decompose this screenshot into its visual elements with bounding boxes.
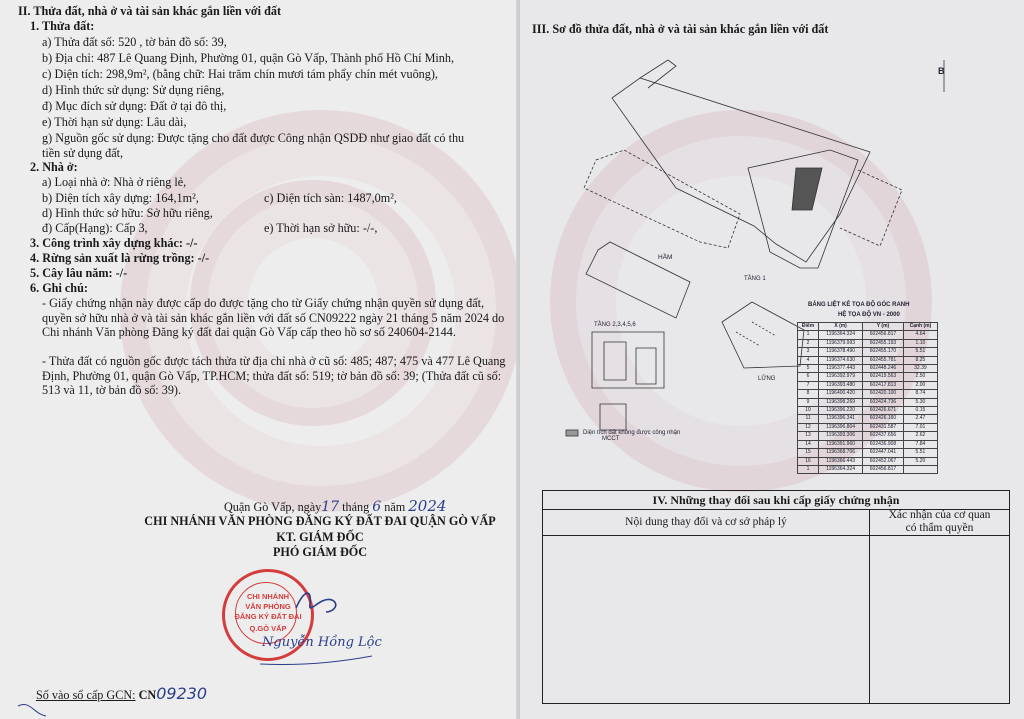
- coordinate-table: [797, 322, 938, 474]
- coord-table-subtitle: HỆ TỌA ĐỘ VN - 2000: [838, 312, 900, 318]
- land-line: đ) Mục đích sử dụng: Đất ở tại đô thị,: [42, 99, 227, 113]
- house-type: a) Loại nhà ở: Nhà ở riêng lẻ,: [42, 175, 187, 189]
- date-year-label: năm: [384, 500, 406, 514]
- kt-director: KT. GIÁM ĐỐC: [276, 530, 364, 544]
- coord-cell: 602426.671: [863, 407, 904, 415]
- coord-cell: 1196377.443: [819, 365, 863, 373]
- coord-cell: 1196398.269: [819, 398, 863, 406]
- land-line: a) Thửa đất số: 520 , tờ bản đồ số: 39,: [42, 35, 227, 49]
- coord-cell: 1.10: [903, 339, 937, 347]
- land-heading: 1. Thửa đất:: [30, 19, 95, 33]
- coord-cell: 1196391.960: [819, 440, 863, 448]
- coord-table-body: [798, 331, 938, 474]
- coord-cell: 14: [798, 440, 819, 448]
- house-heading: 2. Nhà ở:: [30, 160, 78, 174]
- coord-row: [798, 390, 938, 398]
- coord-table-title: BẢNG LIỆT KÊ TỌA ĐỘ GÓC RANH: [808, 302, 910, 308]
- coord-cell: 2.50: [903, 373, 937, 381]
- coord-cell: 1196374.630: [819, 356, 863, 364]
- coord-cell: 602456.817: [863, 465, 904, 473]
- coord-header: X (m): [819, 323, 863, 331]
- coord-cell: 8.25: [903, 356, 937, 364]
- coord-header: Y (m): [863, 323, 904, 331]
- coord-cell: 1196378.490: [819, 348, 863, 356]
- coord-cell: 8: [798, 390, 819, 398]
- grade: đ) Cấp(Hạng): Cấp 3,: [42, 221, 148, 235]
- house-area: b) Diện tích xây dựng: 164,1m²,: [42, 191, 199, 205]
- coord-cell: 1196364.324: [819, 465, 863, 473]
- date-month-label: tháng: [342, 500, 370, 514]
- coord-cell: 4.64: [903, 331, 937, 339]
- notes-heading: 6. Ghi chú:: [30, 281, 88, 295]
- coord-cell: 9: [798, 398, 819, 406]
- coord-cell: 10: [798, 407, 819, 415]
- coord-cell: 1196393.306: [819, 432, 863, 440]
- coord-cell: 15: [798, 449, 819, 457]
- coord-row: [798, 449, 938, 457]
- coord-header: Cạnh (m): [903, 323, 937, 331]
- coord-row: [798, 381, 938, 389]
- coord-cell: 1196364.324: [819, 331, 863, 339]
- stamp-text: CHI NHÁNH: [246, 592, 290, 601]
- coord-cell: 6: [798, 373, 819, 381]
- north-indicator: B: [938, 66, 945, 76]
- coord-cell: 32.39: [903, 365, 937, 373]
- floor-label-mezzanine: LỬNG: [758, 376, 776, 382]
- coord-cell: 1: [798, 465, 819, 473]
- serial-label: Số vào sổ cấp GCN:: [36, 688, 136, 702]
- date-year: 2024: [408, 497, 447, 515]
- section-2-title: II. Thửa đất, nhà ở và tài sản khác gắn liền với đất: [18, 4, 282, 18]
- changes-col-confirm-line2: có thẩm quyền: [905, 522, 974, 534]
- floor-label-basement: HẦM: [658, 254, 673, 261]
- coord-cell: 1196379.993: [819, 339, 863, 347]
- note-2: - Thửa đất có nguồn gốc được tách thửa từ địa chỉ nhà ở cũ số: 485; 487; 475 và 477 Lê Quang Định, Phường 01, quận Gò Vấp, TP.HCM; thửa đất số: 519; tờ bản đồ số: 39; (Thửa đất cũ số: 513 và 11, tờ bản đồ số: 39).: [42, 354, 506, 397]
- changes-col-confirm-line1: Xác nhận của cơ quan: [888, 509, 991, 521]
- stamp-text: Q.GÒ VẤP: [249, 624, 287, 633]
- coord-cell: [903, 465, 937, 473]
- coord-row: [798, 415, 938, 423]
- coord-cell: 602455.170: [863, 348, 904, 356]
- coord-cell: 602424.736: [863, 398, 904, 406]
- coord-cell: 5.30: [903, 398, 937, 406]
- coord-cell: 602456.817: [863, 331, 904, 339]
- changes-col-confirm: [870, 509, 1009, 536]
- coord-row: [798, 407, 938, 415]
- legend-text: Diện tích đất không được công nhận: [583, 430, 681, 436]
- coord-cell: 602447.041: [863, 449, 904, 457]
- changes-table: [542, 490, 1010, 704]
- land-line: d) Hình thức sử dụng: Sử dụng riêng,: [42, 83, 225, 97]
- coord-cell: 602455.193: [863, 339, 904, 347]
- coord-row: [798, 457, 938, 465]
- date-day: 17: [321, 499, 340, 515]
- land-line: g) Nguồn gốc sử dụng: Được tặng cho đất được Công nhận QSDĐ như giao đất có thu: [42, 131, 465, 145]
- coord-cell: 602448.246: [863, 365, 904, 373]
- coord-cell: 602452.067: [863, 457, 904, 465]
- trees-heading: 5. Cây lâu năm: -/-: [30, 266, 128, 280]
- changes-title: IV. Những thay đổi sau khi cấp giấy chứng nhận: [543, 491, 1009, 510]
- land-line: c) Diện tích: 298,9m², (bằng chữ: Hai trăm chín mươi tám phẩy chín mét vuông),: [42, 67, 438, 81]
- signer-name: Nguyễn Hồng Lộc: [262, 635, 382, 650]
- coord-cell: 8.74: [903, 390, 937, 398]
- deputy-director: PHÓ GIÁM ĐỐC: [272, 545, 368, 559]
- coord-row: [798, 331, 938, 339]
- coord-cell: 7.01: [903, 423, 937, 431]
- ownership: d) Hình thức sở hữu: Sở hữu riêng,: [42, 206, 213, 220]
- floor-label-upper: TẦNG 2,3,4,5,6: [594, 322, 636, 328]
- coord-cell: 2.00: [903, 381, 937, 389]
- coord-cell: 5: [798, 365, 819, 373]
- coord-row: [798, 465, 938, 473]
- changes-column-divider: [869, 509, 870, 703]
- stamp-text: VĂN PHÒNG: [245, 602, 291, 611]
- coord-row: [798, 348, 938, 356]
- changes-col-content: Nội dung thay đổi và cơ sở pháp lý: [543, 509, 869, 536]
- date-month: 6: [372, 499, 382, 515]
- coord-cell: 602417.813: [863, 381, 904, 389]
- coord-cell: 1196396.804: [819, 423, 863, 431]
- coord-cell: 1196400.420: [819, 390, 863, 398]
- floor-label-mcct: MCCT: [602, 436, 620, 442]
- coord-cell: 13: [798, 432, 819, 440]
- coord-cell: 3: [798, 348, 819, 356]
- coord-cell: 602419.563: [863, 373, 904, 381]
- coord-cell: 602436.908: [863, 440, 904, 448]
- coord-cell: 2.47: [903, 415, 937, 423]
- coord-cell: 1196392.979: [819, 373, 863, 381]
- date-prefix: Quận Gò Vấp, ngày: [224, 500, 322, 514]
- coord-row: [798, 373, 938, 381]
- coord-row: [798, 365, 938, 373]
- section-3-title: III. Sơ đồ thửa đất, nhà ở và tài sản khác gắn liền với đất: [532, 22, 829, 36]
- note-1: - Giấy chứng nhận này được cấp do được tặng cho từ Giấy chứng nhận quyền sử dụng đất, quyền sở hữu nhà ở và tài sản khác gắn liền với đất số CN09222 ngày 21 tháng 5 năm 2024 do Chi nhánh Văn phòng Đăng ký đất đai quận Gò Vấp cấp theo hồ sơ số 240604-2144.: [42, 296, 505, 339]
- floor-area: c) Diện tích sàn: 1487,0m²,: [264, 191, 397, 205]
- coord-row: [798, 440, 938, 448]
- issuing-office: CHI NHÁNH VĂN PHÒNG ĐĂNG KÝ ĐẤT ĐAI QUẬN GÒ VẤP: [144, 514, 496, 528]
- forest-heading: 4. Rừng sản xuất là rừng trồng: -/-: [30, 251, 210, 265]
- coord-row: [798, 432, 938, 440]
- coord-header: Điểm: [798, 323, 819, 331]
- coord-cell: 1: [798, 331, 819, 339]
- land-line: b) Địa chỉ: 487 Lê Quang Định, Phường 01, quận Gò Vấp, Thành phố Hồ Chí Minh,: [42, 51, 455, 65]
- coord-cell: 4: [798, 356, 819, 364]
- coord-row: [798, 423, 938, 431]
- land-line: e) Thời hạn sử dụng: Lâu dài,: [42, 115, 187, 129]
- coord-cell: 602431.587: [863, 423, 904, 431]
- coord-cell: 7.84: [903, 440, 937, 448]
- coord-cell: 602426.160: [863, 415, 904, 423]
- coord-cell: 11: [798, 415, 819, 423]
- coord-cell: 5.51: [903, 449, 937, 457]
- land-line: tiền sử dụng đất,: [42, 146, 124, 160]
- coord-cell: 1196368.706: [819, 449, 863, 457]
- stamp-text: ĐĂNG KÝ ĐẤT ĐAI: [234, 612, 302, 621]
- coord-cell: 16: [798, 457, 819, 465]
- floor-label-ground: TẦNG 1: [744, 276, 766, 282]
- construction-heading: 3. Công trình xây dựng khác: -/-: [30, 236, 198, 250]
- coord-cell: 2.62: [903, 432, 937, 440]
- coord-cell: 1196366.443: [819, 457, 863, 465]
- coord-cell: 602455.781: [863, 356, 904, 364]
- ownership-term: e) Thời hạn sở hữu: -/-,: [264, 221, 378, 235]
- coord-header-row: [798, 323, 938, 331]
- coord-cell: 5.51: [903, 348, 937, 356]
- coord-cell: 0.15: [903, 407, 937, 415]
- coord-cell: 12: [798, 423, 819, 431]
- coord-cell: 1196396.220: [819, 407, 863, 415]
- coord-row: [798, 356, 938, 364]
- coord-cell: 602437.656: [863, 432, 904, 440]
- coord-cell: 5.20: [903, 457, 937, 465]
- serial-number: 09230: [156, 684, 208, 703]
- coord-row: [798, 339, 938, 347]
- coord-cell: 2: [798, 339, 819, 347]
- coord-cell: 1196396.341: [819, 415, 863, 423]
- serial-prefix: CN: [138, 688, 157, 702]
- coord-row: [798, 398, 938, 406]
- coord-cell: 1196393.480: [819, 381, 863, 389]
- coord-cell: 7: [798, 381, 819, 389]
- coord-cell: 602420.100: [863, 390, 904, 398]
